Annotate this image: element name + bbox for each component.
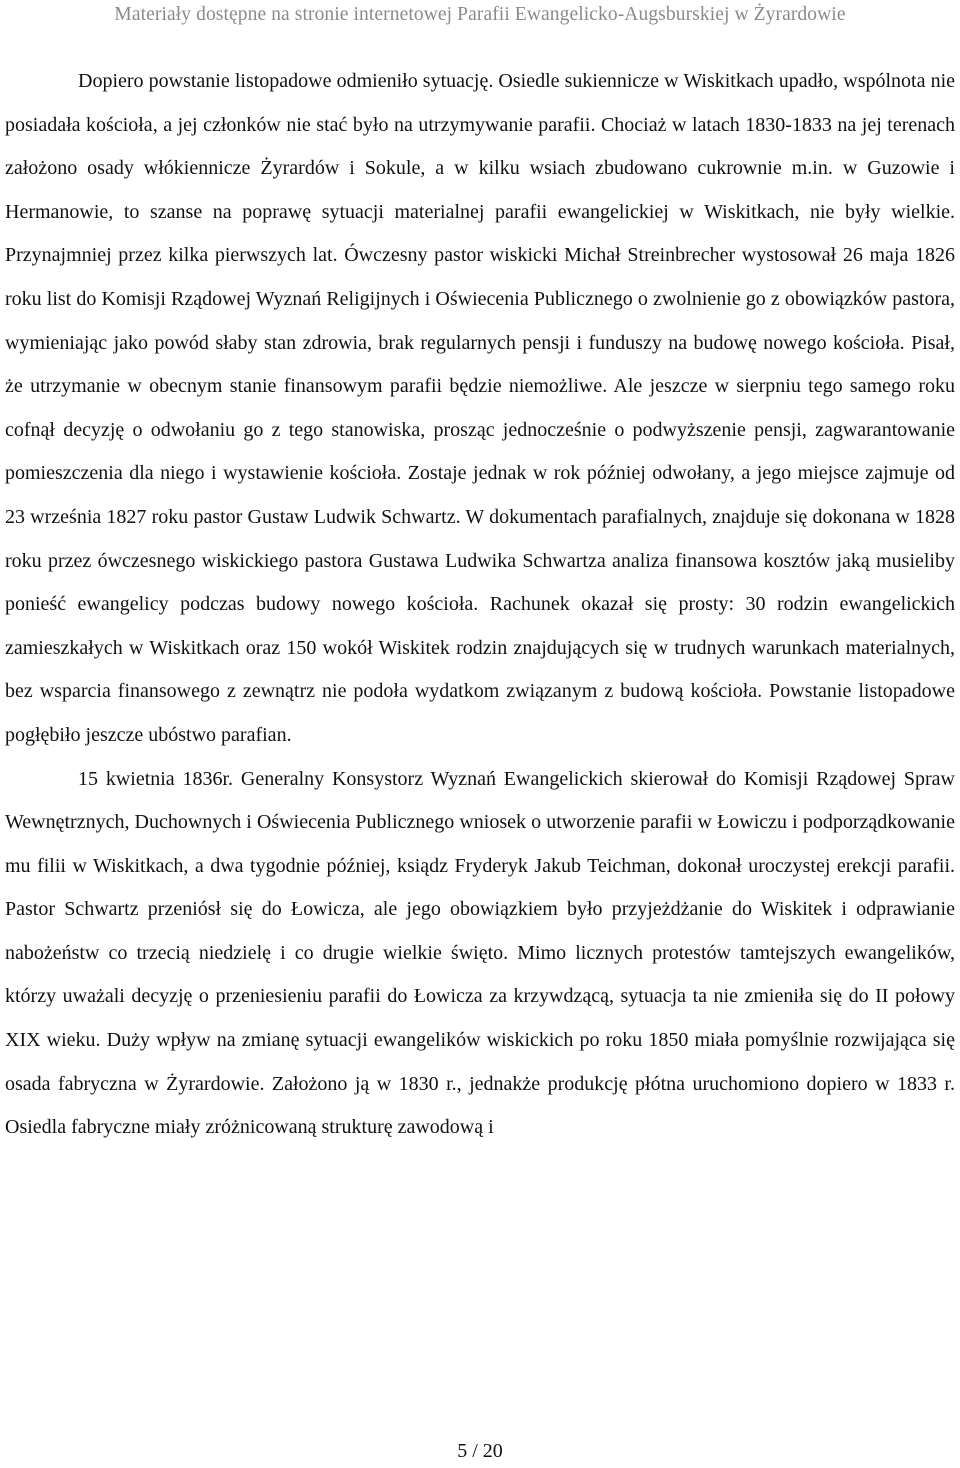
page-header: Materiały dostępne na stronie internetowej Parafii Ewangelicko-Augsburskiej w Żyrardowie xyxy=(114,4,846,25)
paragraph: Dopiero powstanie listopadowe odmieniło sytuację. Osiedle sukiennicze w Wiskitkach upadło, wspólnota nie posiadała kościoła, a jej członków nie stać było na utrzymywanie parafii. Chociaż w latach 1830-1833 na jej terenach założono osady włókiennicze Żyrardów i Sokule, a w kilku wsiach zbudowano cukrownie m.in. w Guzowie i Hermanowie, to szanse na poprawę sytuacji materialnej parafii ewangelickiej w Wiskitkach, nie były wielkie. Przynajmniej przez kilka pierwszych lat. Ówczesny pastor wiskicki Michał Streinbrecher wystosował 26 maja 1826 roku list do Komisji Rządowej Wyznań Religijnych i Oświecenia Publicznego o zwolnienie go z obowiązków pastora, wymieniając jako powód słaby stan zdrowia, brak regularnych pensji i funduszy na budowę nowego kościoła. Pisał, że utrzymanie w obecnym stanie finansowym parafii będzie niemożliwe. Ale jeszcze w sierpniu tego samego roku cofnął decyzję o odwołaniu go z tego stanowiska, prosząc jednocześnie o podwyższenie pensji, zagwarantowanie pomieszczenia dla niego i wystawienie kościoła. Zostaje jednak w rok później odwołany, a jego miejsce zajmuje od 23 września 1827 roku pastor Gustaw Ludwik Schwartz. W dokumentach parafialnych, znajduje się dokonana w 1828 roku przez ówczesnego wiskickiego pastora Gustawa Ludwika Schwartza analiza finansowa kosztów jaką musieliby ponieść ewangelicy podczas budowy nowego kościoła. Rachunek okazał się prosty: 30 rodzin ewangelickich zamieszkałych w Wiskitkach oraz 150 wokół Wiskitek rodzin znajdujących się w trudnych warunkach materialnych, bez wsparcia finansowego z zewnątrz nie podoła wydatkom związanym z budową kościoła. Powstanie listopadowe pogłębiło jeszcze ubóstwo parafian. xyxy=(5,70,955,746)
document-body xyxy=(5,60,955,1150)
paragraph: 15 kwietnia 1836r. Generalny Konsystorz Wyznań Ewangelickich skierował do Komisji Rządowej Spraw Wewnętrznych, Duchownych i Oświecenia Publicznego wniosek o utworzenie parafii w Łowiczu i podporządkowanie mu filii w Wiskitkach, a dwa tygodnie później, ksiądz Fryderyk Jakub Teichman, dokonał uroczystej erekcji parafii. Pastor Schwartz przeniósł się do Łowicza, ale jego obowiązkiem było przyjeżdżanie do Wiskitek i odprawianie nabożeństw co trzecią niedzielę i co drugie wielkie święto. Mimo licznych protestów tamtejszych ewangelików, którzy uważali decyzję o przeniesieniu parafii do Łowicza za krzywdzącą, sytuacja ta nie zmieniła się do II połowy XIX wieku. Duży wpływ na zmianę sytuacji ewangelików wiskickich po roku 1850 miała pomyślnie rozwijająca się osada fabryczna w Żyrardowie. Założono ją w 1830 r., jednakże produkcję płótna uruchomiono dopiero w 1833 r. Osiedla fabryczne miały zróżnicowaną strukturę zawodową i xyxy=(5,767,955,1139)
page-number: 5 / 20 xyxy=(457,1440,503,1462)
